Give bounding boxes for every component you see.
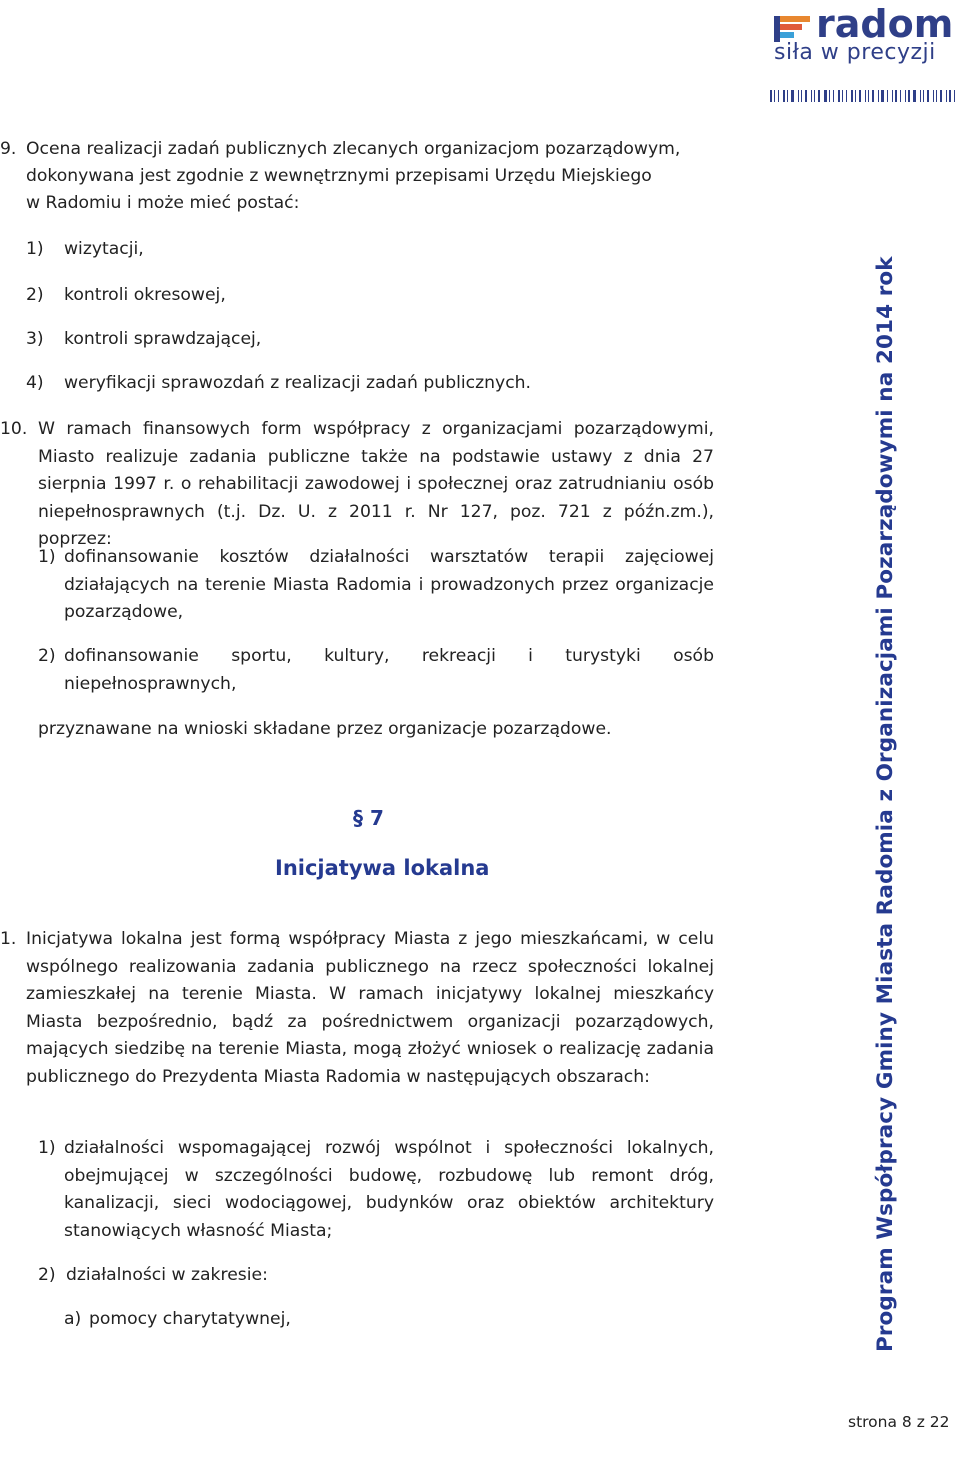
list-number: 2)	[26, 285, 44, 305]
item-9-line-2: dokonywana jest zgodnie z wewnętrznymi przepisami Urzędu Miejskiego	[26, 166, 652, 186]
stripe-bar	[905, 90, 906, 102]
s7-list-item-2-number: 2)	[38, 1265, 56, 1285]
stripe-bar	[865, 90, 866, 102]
stripe-bar	[842, 90, 843, 102]
list-number: 1)	[26, 239, 44, 259]
stripe-bar	[878, 90, 879, 102]
list-text: kontroli sprawdzającej,	[64, 329, 262, 349]
list-10-item-2-text: dofinansowanie sportu, kultury, rekreacji i turystyki osób niepełnosprawnych,	[64, 646, 714, 694]
list-text: kontroli okresowej,	[64, 285, 226, 305]
list-item	[26, 326, 261, 354]
stripe-bar	[936, 90, 937, 102]
section-number: § 7	[353, 806, 384, 830]
list-item	[26, 236, 144, 264]
list-10-item-1-number: 1)	[38, 547, 56, 567]
stripe-bar	[954, 90, 955, 102]
stripe-bar	[851, 90, 853, 102]
s7-list-item-2-text: działalności w zakresie:	[66, 1265, 268, 1285]
stripe-bar	[774, 90, 775, 102]
sidebar-document-title: Program Współpracy Gminy Miasta Radomia z Organizacjami Pozarządowymi na 2014 rok	[873, 256, 898, 1352]
stripe-bar	[770, 90, 772, 102]
list-text: weryfikacji sprawozdań z realizacji zadań publicznych.	[64, 373, 532, 393]
stripe-bar	[814, 90, 815, 102]
logo-word: radom	[816, 2, 954, 46]
s7-list-item-1-text: działalności wspomagającej rozwój wspólnot i społeczności lokalnych, obejmującej w szczególności budowę, rozbudowę lub remont dróg, kanalizacji, sieci wodociągowej, budynków oraz obiektów architektury stanowiących własność Miasta;	[64, 1138, 714, 1241]
list-10-item-1-text: dofinansowanie kosztów działalności warsztatów terapii zajęciowej działających na terenie Miasta Radomia i prowadzonych przez organizacje pozarządowe,	[64, 547, 714, 622]
item-9-number: 9.	[0, 139, 17, 159]
stripe-bar	[927, 90, 929, 102]
stripe-bar	[791, 90, 794, 102]
stripe-bar	[933, 90, 934, 102]
header-stripe-pattern	[770, 90, 960, 102]
stripe-bar	[913, 90, 916, 102]
stripe-bar	[787, 90, 788, 102]
stripe-bar	[833, 90, 834, 102]
list-item	[26, 370, 531, 398]
stripe-bar	[829, 90, 830, 102]
item-10-text: W ramach finansowych form współpracy z organizacjami pozarządowymi, Miasto realizuje zadania publiczne także na podstawie ustawy z dnia 27 sierpnia 1997 r. o rehabilitacji zawodowej i społecznej oraz zatrudnianiu osób niepełnosprawnych (t.j. Dz. U. z 2011 r. Nr 127, poz. 721 z późn.zm.), poprzez:	[38, 419, 714, 549]
stripe-bar	[859, 90, 861, 102]
s7-list-item-1-number: 1)	[38, 1138, 56, 1158]
list-number: 4)	[26, 373, 44, 393]
item-9-line-1: Ocena realizacji zadań publicznych zlecanych organizacjom pozarządowym,	[26, 139, 681, 159]
stripe-bar	[846, 90, 847, 102]
stripe-bar	[900, 90, 901, 102]
s7-item-1-number: 1.	[0, 929, 17, 949]
stripe-bar	[946, 90, 947, 102]
stripe-bar	[855, 90, 856, 102]
stripe-bar	[949, 90, 951, 102]
stripe-bar	[798, 90, 799, 102]
sub-item-a-text: pomocy charytatywnej,	[89, 1309, 291, 1329]
stripe-bar	[778, 90, 779, 102]
logo-tagline: siła w precyzji	[774, 40, 936, 65]
sub-item-a-letter: a)	[64, 1309, 82, 1329]
stripe-bar	[923, 90, 924, 102]
item-10-number: 10.	[0, 419, 28, 439]
stripe-bar	[892, 90, 893, 102]
stripe-bar	[838, 90, 840, 102]
stripe-bar	[801, 90, 802, 102]
list-item	[26, 282, 226, 310]
stripe-bar	[783, 90, 785, 102]
stripe-bar	[920, 90, 921, 102]
stripe-bar	[805, 90, 807, 102]
s7-item-1-text: Inicjatywa lokalna jest formą współpracy Miasta z jego mieszkańcami, w celu wspólnego realizowania zadania publicznego na rzecz społeczności lokalnej zamieszkałej na terenie Miasta. W ramach inicjatywy lokalnej mieszkańcy Miasta bezpośrednio, bądź za pośrednictwem organizacji pozarządowych, mających siedzibę na terenie Miasta, mogą złożyć wniosek o realizację zadania publicznego do Prezydenta Miasta Radomia w następujących obszarach:	[26, 929, 714, 1087]
stripe-bar	[908, 90, 910, 102]
list-number: 3)	[26, 329, 44, 349]
radom-logo	[772, 2, 956, 70]
section-title: Inicjatywa lokalna	[275, 856, 490, 880]
stripe-bar	[940, 90, 942, 102]
stripe-bar	[818, 90, 820, 102]
item-9-line-3: w Radomiu i może mieć postać:	[26, 193, 300, 213]
stripe-bar	[824, 90, 827, 102]
stripe-bar	[881, 90, 884, 102]
item-10-closing: przyznawane na wnioski składane przez organizacje pozarządowe.	[38, 719, 612, 739]
stripe-bar	[895, 90, 897, 102]
stripe-bar	[868, 90, 869, 102]
list-10-item-2-number: 2)	[38, 646, 56, 666]
stripe-bar	[887, 90, 888, 102]
stripe-bar	[811, 90, 812, 102]
page-number: strona 8 z 22	[848, 1413, 950, 1431]
stripe-bar	[872, 90, 874, 102]
list-text: wizytacji,	[64, 239, 144, 259]
